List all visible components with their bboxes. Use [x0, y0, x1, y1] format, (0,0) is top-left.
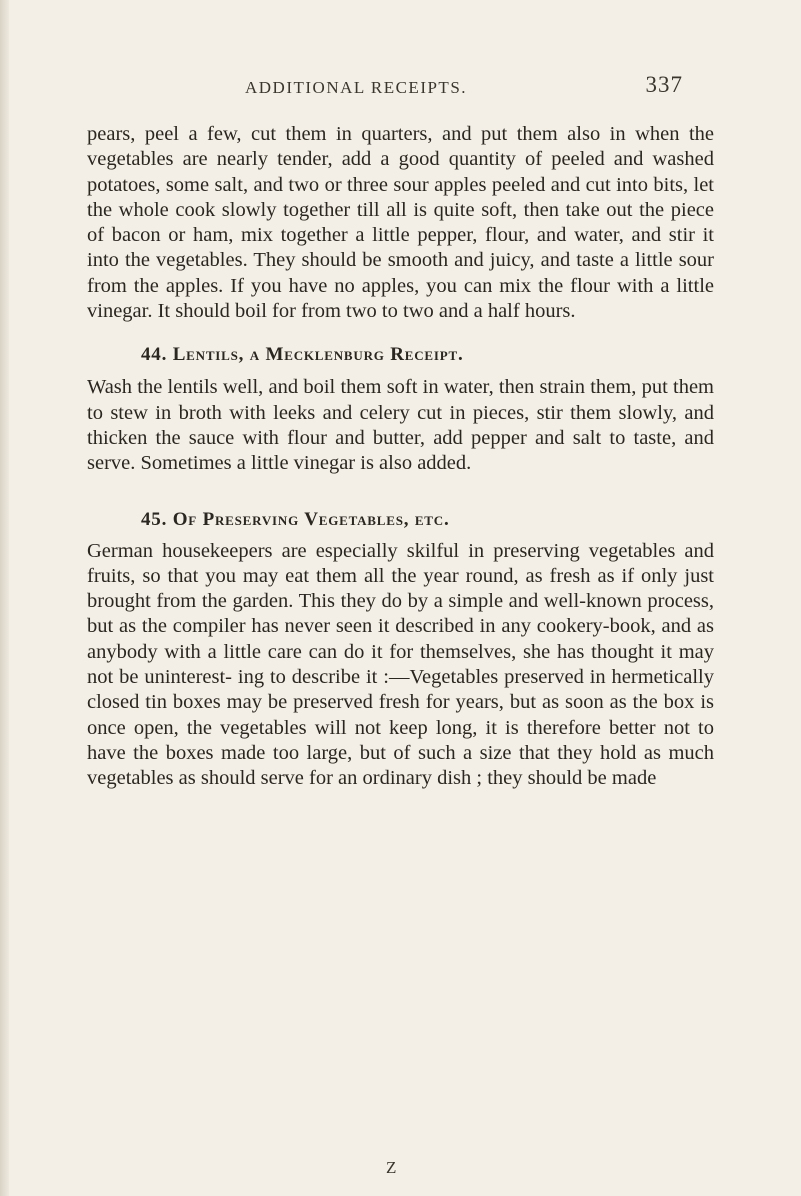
section-heading-45: [87, 507, 714, 532]
page-number: 337: [645, 72, 683, 97]
signature-mark: Z: [386, 1158, 397, 1177]
continued-paragraph: pears, peel a few, cut them in quarters, and put them also in when the vegetables are nearly tender, add a good quantity of peeled and washed potatoes, some salt, and two or three sour apples peeled and cut into bits, let the whole cook slowly together till all is quite soft, then take out the piece of bacon or ham, mix together a little pepper, flour, and water, and stir it into the vegetables. They should be smooth and juicy, and taste a little sour from the apples. If you have no apples, you can mix the flour with a little vinegar. It should boil for from two to two and a half hours.: [87, 123, 714, 323]
page-gutter-edge: [0, 0, 9, 1196]
section-45-paragraph: German housekeepers are especially skilful in preserving vegetables and fruits, so that you may eat them all the year round, as fresh as if only just brought from the garden. This they do by a simple and well-known process, but as the compiler has never seen it described in any cookery-book, and as anybody with a little care can do it for themselves, she has thought it may not be uninterest- ing to describe it :—Vegetables preserved in hermetically closed tin boxes may be preserved fresh for years, but as soon as the box is once open, the vegetables will not keep long, it is therefore better not to have the boxes made too large, but of such a size that they hold as much vegetables as should serve for an ordinary dish ; they should be made: [87, 539, 714, 790]
section-heading-44: [87, 342, 714, 367]
section-heading-45-text: 45. Of Preserving Vegetables, etc.: [141, 508, 450, 530]
section-44-paragraph: Wash the lentils well, and boil them soft in water, then strain them, put them to stew in broth with leeks and celery cut in pieces, stir them slowly, and thicken the sauce with flour and butter, add pepper and salt to taste, and serve. Sometimes a little vinegar is also added.: [87, 376, 714, 475]
section-heading-44-text: 44. Lentils, a Mecklenburg Receipt.: [141, 344, 464, 366]
running-head: ADDITIONAL RECEIPTS.: [245, 78, 468, 97]
page-header: [105, 72, 705, 102]
page-body: [87, 122, 714, 792]
